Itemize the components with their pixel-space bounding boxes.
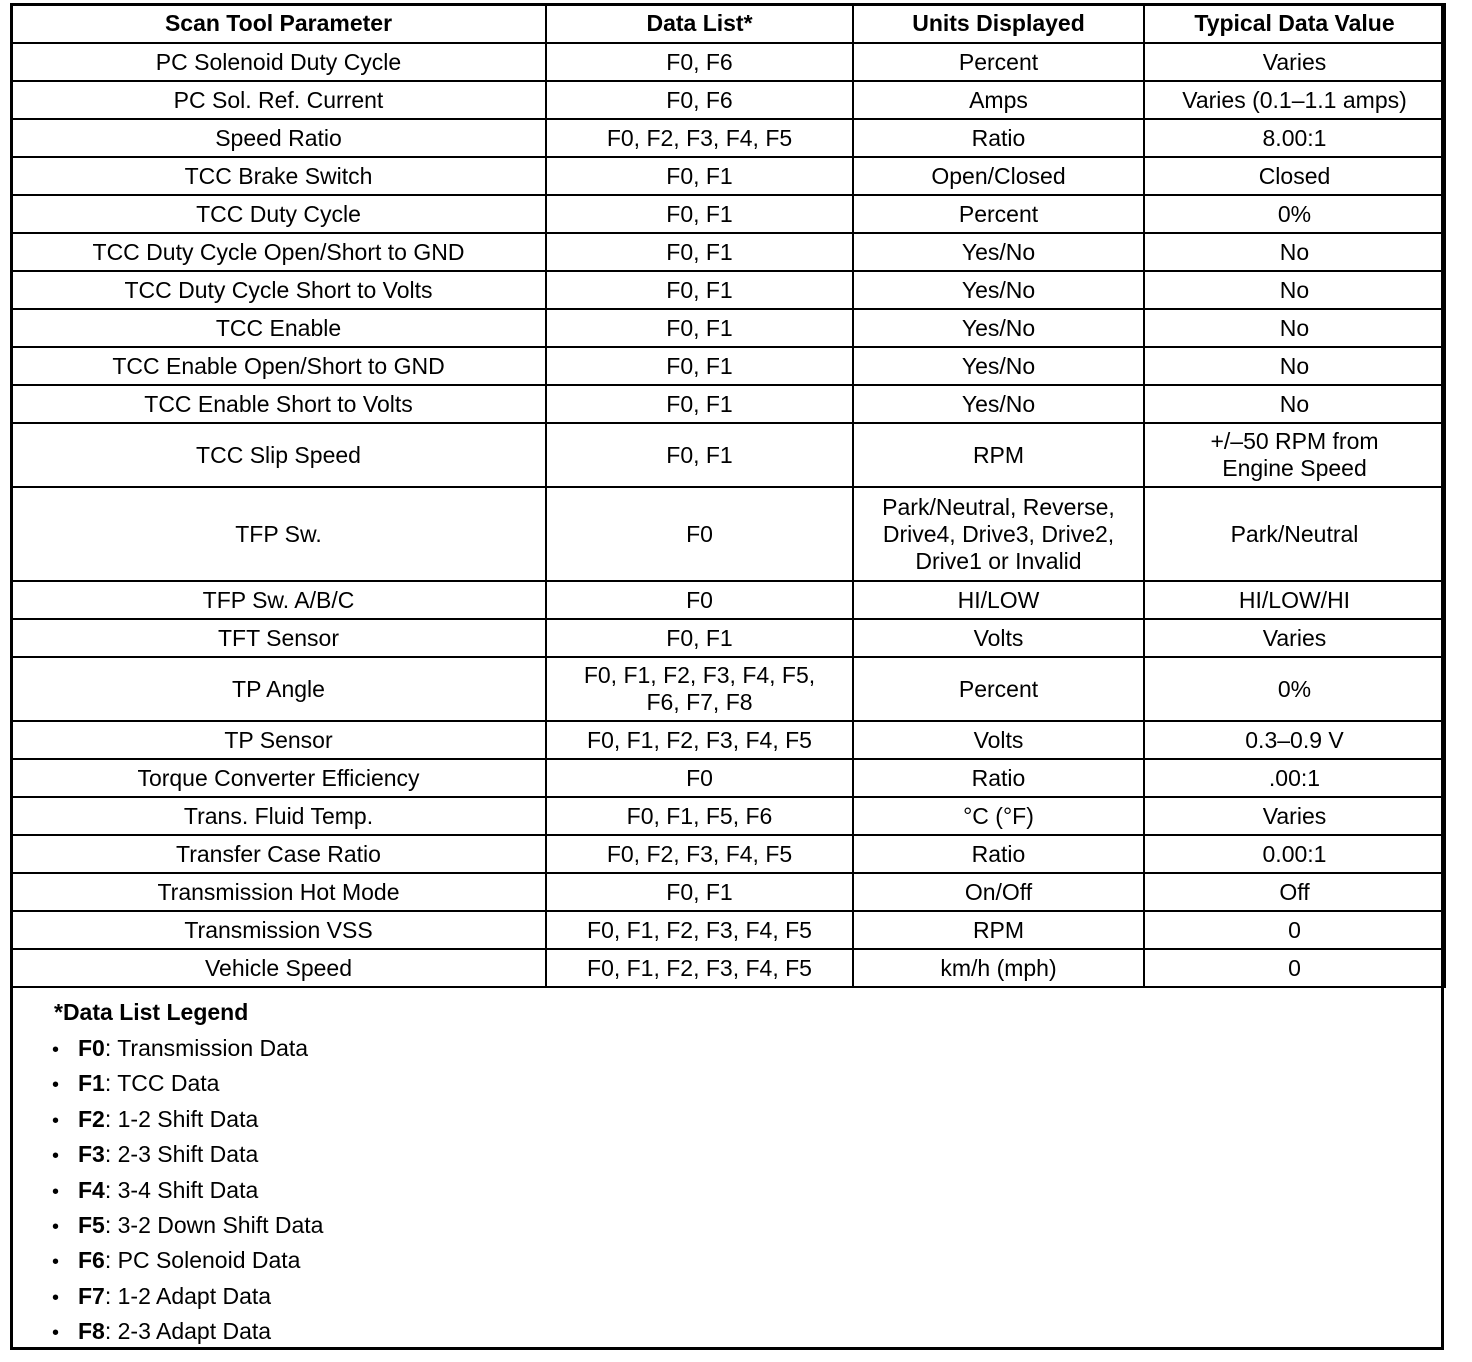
units-cell <box>853 721 1144 759</box>
typical-value-cell <box>1144 581 1445 619</box>
cell-text: 8.00:1 <box>1262 124 1327 151</box>
parameter-cell <box>11 619 546 657</box>
parameter-cell <box>11 797 546 835</box>
parameter-cell <box>11 309 546 347</box>
table-row <box>11 657 1445 721</box>
cell-text: Off <box>1279 878 1310 905</box>
bullet-icon: • <box>52 1322 60 1345</box>
data-list-cell <box>546 81 853 119</box>
parameter-cell <box>11 347 546 385</box>
units-cell <box>853 797 1144 835</box>
data-list-cell <box>546 271 853 309</box>
table-row <box>11 43 1445 81</box>
units-cell <box>853 119 1144 157</box>
units-cell <box>853 873 1144 911</box>
legend-label: : 1-2 Shift Data <box>104 1105 259 1132</box>
cell-text: No <box>1279 276 1310 303</box>
cell-text: F0, F1, F5, F6 <box>626 802 773 829</box>
data-list-cell <box>546 233 853 271</box>
cell-text: TCC Brake Switch <box>184 162 373 189</box>
cell-text: F0, F1, F2, F3, F4, F5, F6, F7, F8 <box>583 662 816 715</box>
cell-text: Ratio <box>971 840 1026 867</box>
table-row <box>11 759 1445 797</box>
table-row <box>11 195 1445 233</box>
scan-tool-data-table <box>10 3 1446 988</box>
table-row <box>11 487 1445 581</box>
cell-text: Percent <box>958 200 1039 227</box>
cell-text: F0, F2, F3, F4, F5 <box>606 840 793 867</box>
typical-value-cell <box>1144 81 1445 119</box>
table-row <box>11 721 1445 759</box>
cell-text: Park/Neutral <box>1230 520 1359 547</box>
cell-text: Trans. Fluid Temp. <box>183 802 374 829</box>
parameter-cell <box>11 423 546 487</box>
bullet-icon: • <box>52 1180 60 1203</box>
cell-text: Closed <box>1258 162 1331 189</box>
parameter-cell <box>11 487 546 581</box>
cell-text: TCC Duty Cycle <box>196 200 361 227</box>
cell-text: 0.00:1 <box>1262 840 1327 867</box>
typical-value-cell <box>1144 119 1445 157</box>
cell-text: TFP Sw. <box>235 520 322 547</box>
cell-text: Varies (0.1–1.1 amps) <box>1182 86 1407 113</box>
parameter-cell <box>11 721 546 759</box>
cell-text: TFT Sensor <box>218 624 339 651</box>
cell-text: TCC Duty Cycle Open/Short to GND <box>92 238 465 265</box>
units-cell <box>853 657 1144 721</box>
data-list-cell <box>546 487 853 581</box>
data-list-cell <box>546 347 853 385</box>
table-row <box>11 797 1445 835</box>
cell-text: Torque Converter Efficiency <box>137 764 420 791</box>
cell-text: 0 <box>1288 954 1301 981</box>
cell-text: No <box>1279 390 1310 417</box>
parameter-cell <box>11 195 546 233</box>
typical-value-cell <box>1144 759 1445 797</box>
units-cell <box>853 195 1144 233</box>
bullet-icon: • <box>52 1145 60 1168</box>
table-row <box>11 81 1445 119</box>
cell-text: RPM <box>972 916 1025 943</box>
data-list-cell <box>546 721 853 759</box>
table-row <box>11 157 1445 195</box>
cell-text: 0% <box>1277 200 1312 227</box>
table-header-row <box>11 4 1445 43</box>
units-cell <box>853 385 1144 423</box>
typical-value-cell <box>1144 385 1445 423</box>
cell-text: Yes/No <box>961 352 1036 379</box>
units-cell <box>853 43 1144 81</box>
parameter-cell <box>11 43 546 81</box>
data-list-cell <box>546 157 853 195</box>
cell-text: Varies <box>1262 802 1327 829</box>
cell-text: On/Off <box>964 878 1033 905</box>
cell-text: No <box>1279 314 1310 341</box>
cell-text: F0 <box>686 764 713 791</box>
legend-code: F8 <box>78 1318 105 1345</box>
cell-text: PC Solenoid Duty Cycle <box>155 48 402 75</box>
typical-value-cell <box>1144 423 1445 487</box>
legend-code: F2 <box>78 1105 105 1132</box>
cell-text: 0% <box>1277 675 1312 702</box>
data-list-cell <box>546 911 853 949</box>
data-list-cell <box>546 797 853 835</box>
cell-text: TP Sensor <box>224 726 333 753</box>
legend-item <box>52 1314 323 1349</box>
cell-text: F0, F1 <box>666 352 733 379</box>
data-list-cell <box>546 423 853 487</box>
parameter-cell <box>11 233 546 271</box>
legend-label: : TCC Data <box>104 1070 220 1097</box>
header-data-list: Data List* <box>546 4 853 43</box>
cell-text: °C (°F) <box>963 802 1034 829</box>
data-list-cell <box>546 309 853 347</box>
table-row <box>11 423 1445 487</box>
legend-label: : 1-2 Adapt Data <box>104 1282 272 1309</box>
typical-value-cell <box>1144 835 1445 873</box>
table-row <box>11 949 1445 987</box>
units-cell <box>853 233 1144 271</box>
table-row <box>11 873 1445 911</box>
cell-text: Amps <box>969 86 1028 113</box>
parameter-cell <box>11 119 546 157</box>
data-list-cell <box>546 385 853 423</box>
cell-text: F0, F1 <box>666 238 733 265</box>
data-list-cell <box>546 873 853 911</box>
cell-text: Yes/No <box>961 314 1036 341</box>
typical-value-cell <box>1144 487 1445 581</box>
legend-label: : 2-3 Shift Data <box>104 1141 259 1168</box>
table-row <box>11 581 1445 619</box>
cell-text: F0, F1, F2, F3, F4, F5 <box>587 916 812 943</box>
cell-text: Vehicle Speed <box>204 954 353 981</box>
cell-text: TCC Enable <box>215 314 342 341</box>
cell-text: TCC Enable Open/Short to GND <box>112 352 445 379</box>
legend-label: : 2-3 Adapt Data <box>104 1318 272 1345</box>
cell-text: F0, F1 <box>666 390 733 417</box>
bullet-icon: • <box>52 1286 60 1309</box>
cell-text: Percent <box>958 675 1039 702</box>
cell-text: Yes/No <box>961 390 1036 417</box>
cell-text: TP Angle <box>232 675 325 702</box>
typical-value-cell <box>1144 347 1445 385</box>
cell-text: RPM <box>972 441 1025 468</box>
parameter-cell <box>11 911 546 949</box>
legend-item <box>52 1102 323 1137</box>
cell-text: Yes/No <box>961 238 1036 265</box>
cell-text: F0, F1, F2, F3, F4, F5 <box>587 726 812 753</box>
legend-code: F5 <box>78 1211 105 1238</box>
typical-value-cell <box>1144 873 1445 911</box>
legend-title: *Data List Legend <box>54 999 249 1025</box>
units-cell <box>853 911 1144 949</box>
legend-item <box>52 1173 323 1208</box>
cell-text: Transmission Hot Mode <box>157 878 400 905</box>
typical-value-cell <box>1144 233 1445 271</box>
cell-text: Volts <box>973 624 1024 651</box>
cell-text: Transfer Case Ratio <box>176 840 381 867</box>
cell-text: 0.3–0.9 V <box>1245 726 1344 753</box>
table-row <box>11 233 1445 271</box>
cell-text: Ratio <box>971 764 1026 791</box>
header-parameter: Scan Tool Parameter <box>11 4 546 43</box>
cell-text: F0, F6 <box>666 48 733 75</box>
table-row <box>11 309 1445 347</box>
typical-value-cell <box>1144 195 1445 233</box>
parameter-cell <box>11 157 546 195</box>
legend-label: : 3-4 Shift Data <box>104 1176 259 1203</box>
typical-value-cell <box>1144 271 1445 309</box>
data-list-cell <box>546 195 853 233</box>
units-cell <box>853 619 1144 657</box>
data-list-cell <box>546 657 853 721</box>
parameter-cell <box>11 385 546 423</box>
data-list-cell <box>546 759 853 797</box>
typical-value-cell <box>1144 157 1445 195</box>
cell-text: Open/Closed <box>931 162 1066 189</box>
cell-text: F0 <box>686 520 713 547</box>
typical-value-cell <box>1144 43 1445 81</box>
cell-text: F0, F1 <box>666 314 733 341</box>
legend-code: F0 <box>78 1035 105 1061</box>
cell-text: F0, F1 <box>666 441 733 468</box>
cell-text: TCC Duty Cycle Short to Volts <box>124 276 433 303</box>
cell-text: F0 <box>686 586 713 613</box>
units-cell <box>853 759 1144 797</box>
table-row <box>11 271 1445 309</box>
cell-text: Park/Neutral, Reverse, Drive4, Drive3, Drive2, Drive1 or Invalid <box>882 493 1115 574</box>
cell-text: 0 <box>1288 916 1301 943</box>
legend-label: : 3-2 Down Shift Data <box>104 1211 324 1238</box>
cell-text: HI/LOW <box>957 586 1040 613</box>
parameter-cell <box>11 835 546 873</box>
legend-label: : PC Solenoid Data <box>104 1247 301 1274</box>
cell-text: Ratio <box>971 124 1026 151</box>
typical-value-cell <box>1144 949 1445 987</box>
units-cell <box>853 157 1144 195</box>
units-cell <box>853 347 1144 385</box>
cell-text: F0, F1 <box>666 200 733 227</box>
bullet-icon: • <box>52 1215 60 1238</box>
parameter-cell <box>11 81 546 119</box>
legend-item <box>52 1031 323 1066</box>
typical-value-cell <box>1144 619 1445 657</box>
cell-text: F0, F1 <box>666 162 733 189</box>
cell-text: F0, F1, F2, F3, F4, F5 <box>587 954 812 981</box>
table-body <box>11 43 1445 987</box>
table-row <box>11 347 1445 385</box>
data-list-cell <box>546 619 853 657</box>
bullet-icon: • <box>52 1039 60 1061</box>
data-list-cell <box>546 119 853 157</box>
parameter-cell <box>11 657 546 721</box>
cell-text: No <box>1279 238 1310 265</box>
header-units: Units Displayed <box>853 4 1144 43</box>
parameter-cell <box>11 759 546 797</box>
legend-code: F4 <box>78 1176 105 1203</box>
data-list-cell <box>546 43 853 81</box>
legend-code: F1 <box>78 1070 105 1097</box>
units-cell <box>853 309 1144 347</box>
typical-value-cell <box>1144 721 1445 759</box>
units-cell <box>853 81 1144 119</box>
parameter-cell <box>11 581 546 619</box>
legend-list <box>52 1031 323 1350</box>
typical-value-cell <box>1144 911 1445 949</box>
legend-item <box>52 1243 323 1278</box>
legend-code: F7 <box>78 1282 105 1309</box>
cell-text: TCC Enable Short to Volts <box>144 390 413 417</box>
cell-text: Varies <box>1262 624 1327 651</box>
table-row <box>11 119 1445 157</box>
typical-value-cell <box>1144 657 1445 721</box>
legend-item <box>52 1066 323 1101</box>
table-row <box>11 835 1445 873</box>
cell-text: TCC Slip Speed <box>196 441 361 468</box>
table-row <box>11 385 1445 423</box>
table-row <box>11 619 1445 657</box>
typical-value-cell <box>1144 797 1445 835</box>
cell-text: PC Sol. Ref. Current <box>173 86 384 113</box>
cell-text: No <box>1279 352 1310 379</box>
cell-text: Speed Ratio <box>215 124 342 151</box>
table-row <box>11 911 1445 949</box>
bullet-icon: • <box>52 1251 60 1274</box>
cell-text: Transmission VSS <box>184 916 373 943</box>
bullet-icon: • <box>52 1109 60 1132</box>
cell-text: TFP Sw. A/B/C <box>202 586 355 613</box>
units-cell <box>853 581 1144 619</box>
legend-code: F6 <box>78 1247 105 1274</box>
legend-item <box>52 1208 323 1243</box>
units-cell <box>853 423 1144 487</box>
cell-text: F0, F1 <box>666 878 733 905</box>
units-cell <box>853 271 1144 309</box>
cell-text: F0, F2, F3, F4, F5 <box>606 124 793 151</box>
legend-item <box>52 1279 323 1314</box>
typical-value-cell <box>1144 309 1445 347</box>
cell-text: F0, F1 <box>666 276 733 303</box>
cell-text: Percent <box>958 48 1039 75</box>
cell-text: Yes/No <box>961 276 1036 303</box>
parameter-cell <box>11 271 546 309</box>
cell-text: F0, F6 <box>666 86 733 113</box>
bullet-icon: • <box>52 1074 60 1097</box>
legend-item <box>52 1137 323 1172</box>
cell-text: F0, F1 <box>666 624 733 651</box>
units-cell <box>853 487 1144 581</box>
cell-text: +/–50 RPM from Engine Speed <box>1210 428 1379 481</box>
data-list-cell <box>546 581 853 619</box>
units-cell <box>853 949 1144 987</box>
parameter-cell <box>11 873 546 911</box>
units-cell <box>853 835 1144 873</box>
cell-text: Volts <box>973 726 1024 753</box>
cell-text: HI/LOW/HI <box>1238 586 1351 613</box>
header-typical-value: Typical Data Value <box>1144 4 1445 43</box>
cell-text: .00:1 <box>1268 764 1321 791</box>
legend-label: : Transmission Data <box>104 1035 309 1061</box>
legend-code: F3 <box>78 1141 105 1168</box>
data-list-cell <box>546 949 853 987</box>
cell-text: km/h (mph) <box>940 954 1057 981</box>
parameter-cell <box>11 949 546 987</box>
data-list-cell <box>546 835 853 873</box>
cell-text: Varies <box>1262 48 1327 75</box>
